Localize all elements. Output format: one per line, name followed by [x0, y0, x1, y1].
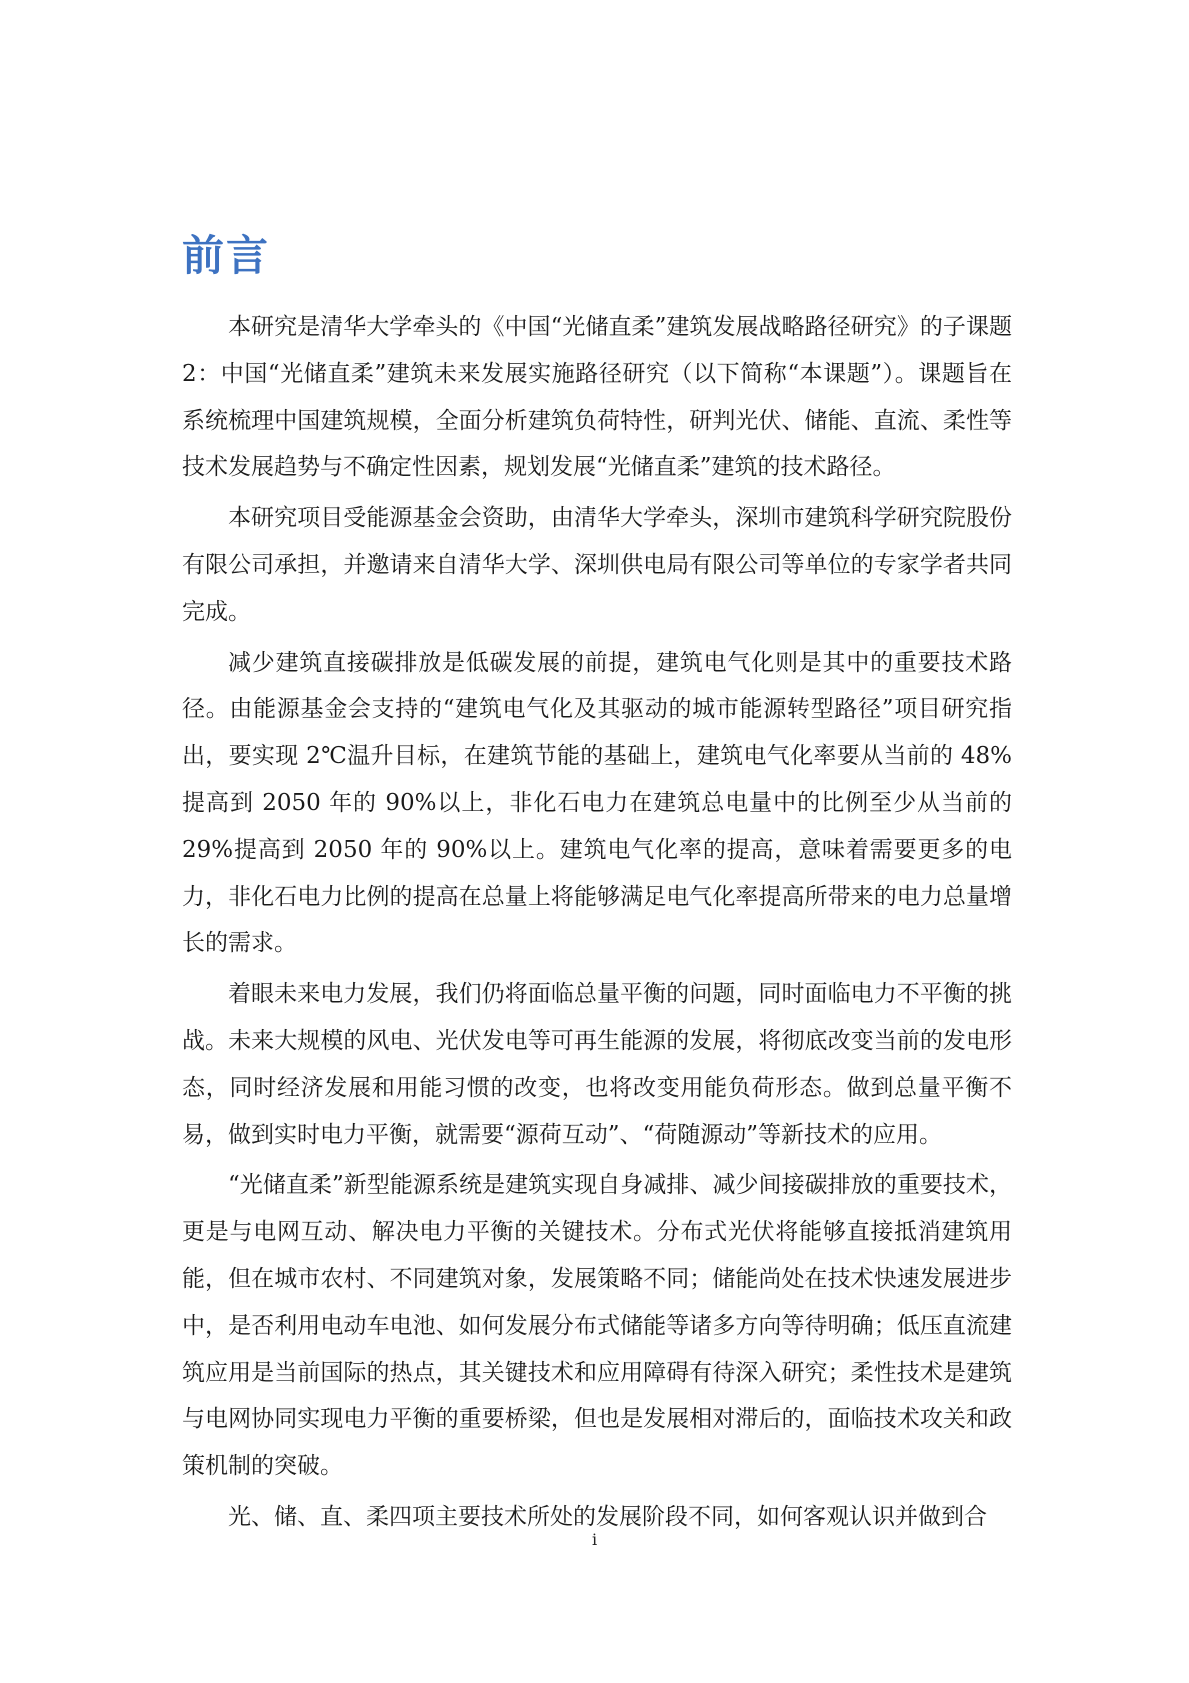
- body-text: [182, 304, 1012, 1545]
- page-number: i: [591, 1530, 598, 1549]
- paragraph-2: 本研究项目受能源基金会资助，由清华大学牵头，深圳市建筑科学研究院股份有限公司承担，并邀请来自清华大学、深圳供电局有限公司等单位的专家学者共同完成。: [182, 505, 1012, 625]
- paragraph-3: 减少建筑直接碳排放是低碳发展的前提，建筑电气化则是其中的重要技术路径。由能源基金会支持的“建筑电气化及其驱动的城市能源转型路径”项目研究指出，要实现 2℃温升目标，在建筑节能的基础上，建筑电气化率要从当前的 48%提高到 2050 年的 90%以上，非化石电力在建筑总电量中的比例至少从当前的 29%提高到 2050 年的 90%以上。建筑电气化率的提高，意味着需要更多的电力，非化石电力比例的提高在总量上将能够满足电气化率提高所带来的电力总量增长的需求。: [182, 649, 1012, 957]
- paragraph-1: 本研究是清华大学牵头的《中国“光储直柔”建筑发展战略路径研究》的子课题 2：中国“光储直柔”建筑未来发展实施路径研究（以下简称“本课题”）。课题旨在系统梳理中国建筑规模，全面分析建筑负荷特性，研判光伏、储能、直流、柔性等技术发展趋势与不确定性因素，规划发展“光储直柔”建筑的技术路径。: [182, 314, 1012, 481]
- paragraph-5: “光储直柔”新型能源系统是建筑实现自身减排、减少间接碳排放的重要技术，更是与电网互动、解决电力平衡的关键技术。分布式光伏将能够直接抵消建筑用能，但在城市农村、不同建筑对象，发展策略不同；储能尚处在技术快速发展进步中，是否利用电动车电池、如何发展分布式储能等诸多方向等待明确；低压直流建筑应用是当前国际的热点，其关键技术和应用障碍有待深入研究；柔性技术是建筑与电网协同实现电力平衡的重要桥梁，但也是发展相对滞后的，面临技术攻关和政策机制的突破。: [182, 1172, 1012, 1480]
- paragraph-6: 光、储、直、柔四项主要技术所处的发展阶段不同，如何客观认识并做到合: [228, 1503, 987, 1530]
- paragraph-4: 着眼未来电力发展，我们仍将面临总量平衡的问题，同时面临电力不平衡的挑战。未来大规模的风电、光伏发电等可再生能源的发展，将彻底改变当前的发电形态，同时经济发展和用能习惯的改变，也将改变用能负荷形态。做到总量平衡不易，做到实时电力平衡，就需要“源荷互动”、“荷随源动”等新技术的应用。: [182, 981, 1012, 1148]
- page-title: 前言: [182, 231, 271, 280]
